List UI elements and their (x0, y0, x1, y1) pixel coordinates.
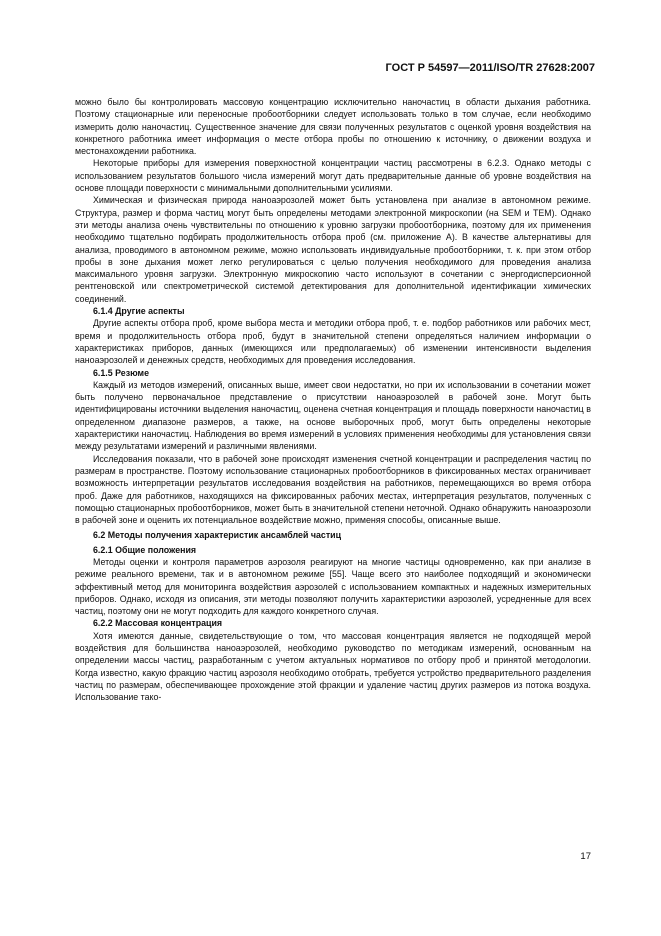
page-number: 17 (580, 851, 591, 862)
document-header: ГОСТ Р 54597—2011/ISO/TR 27628:2007 (385, 62, 595, 74)
paragraph-summary-2: Исследования показали, что в рабочей зоне происходят изменения счетной концентрации и распределения частиц по размерам в пространстве. Поэтому использование стационарных пробоотборников в фиксированных местах ограничивает возможность интерпретации результатов исследования воздействия на работников, перемещающихся во время отбора проб. Даже для работников, находящихся на фиксированных рабочих местах, интерпретация результатов, полученных с помощью стационарных пробоотборников, может быть в значительной степени неточной. Однако обнаружить наноаэрозоли в рабочей зоне и оценить их потенциальное воздействие можно, применяя способы, описанные выше. (75, 453, 591, 526)
paragraph-summary-1: Каждый из методов измерений, описанных выше, имеет свои недостатки, но при их использовании в сочетании может быть получено первоначальное представление о присутствии наноаэрозолей в рабочей зоне. Могут быть идентифицированы источники выделения наночастиц, оценена счетная концентрация и площадь поверхности наночастиц в определенном диапазоне размеров, а также, на основе выборочных проб, могут быть определены некоторые характеристики наночастиц. Наблюдения во время измерений в условиях применения необходимы для установления связи между результатами измерений и различными явлениями. (75, 379, 591, 452)
section-heading-6-2-1: 6.2.1 Общие положения (93, 544, 197, 555)
paragraph-surface-concentration: Некоторые приборы для измерения поверхностной концентрации частиц рассмотрены в 6.2.3. Однако методы с использованием результатов большого числа измерений могут дать предварительные данные об уровне воздействия на основе площади поверхности с минимальными дополнительными усилиями. (75, 158, 591, 194)
section-heading-6-1-4: 6.1.4 Другие аспекты (93, 306, 185, 317)
section-heading-6-2-2: 6.2.2 Массовая концентрация (93, 618, 223, 629)
page-body (75, 96, 591, 704)
section-heading-6-1-5: 6.1.5 Резюме (93, 367, 150, 378)
paragraph-other-aspects: Другие аспекты отбора проб, кроме выбора места и методики отбора проб, т. е. подбор работников или рабочих мест, время и продолжительность отбора проб, будут в значительной степени определяться наличием информации о характеристиках приборов, данных (имеющихся или предполагаемых) об изменении интенсивности выделения наноаэрозолей и денежных средств, необходимых для проведения исследования. (75, 318, 591, 366)
section-heading-6-2: 6.2 Методы получения характеристик ансамблей частиц (93, 530, 342, 541)
paragraph-general-provisions: Методы оценки и контроля параметров аэрозоля реагируют на многие частицы одновременно, как при анализе в режиме реального времени, так и в автономном режиме [55]. Чаще всего это наиболее подходящий и экономически эффективный метод для мониторинга воздействия аэрозолей с использованием компактных и надежных измерительных приборов. Однако, исходя из описания, эти методы позволяют получить характеристики аэрозолей, усредненные для всех частиц, поэтому они не могут подходить для каждого конкретного случая. (75, 556, 591, 617)
paragraph-chemical-nature: Химическая и физическая природа наноаэрозолей может быть установлена при анализе в автономном режиме. Структура, размер и форма частиц могут быть определены методами электронной микроскопии (на SEM и TEM). Однако эти методы анализа очень чувствительны по отношению к уровню загрузки пробоотборника, поэтому для их применения необходимо тщательно подбирать продолжительность отбора проб (см. приложение А). В качестве альтернативы для анализа, проводимого в автономном режиме, можно использовать индивидуальные пробоотборники, т. к. при этом отбор пробы в зоне дыхания может легко регулироваться с целью получения необходимого для проведения анализа максимального уровня загрузки. Электронную микроскопию часто используют в сочетании с энергодисперсионной рентгеновской или спектрометрической системой детектирования для дополнительной идентификации химических соединений. (75, 195, 591, 304)
paragraph-continued: можно было бы контролировать массовую концентрацию исключительно наночастиц в области дыхания работника. Поэтому стационарные или переносные пробоотборники следует использовать только в том случае, если необходимо измерить долю наночастиц. Существенное значение для связи полученных результатов с оценкой уровня воздействия на конкретного работника имеет информация о месте отбора пробы по отношению к источнику, о движении воздуха и местонахождении работника. (75, 97, 591, 157)
paragraph-mass-concentration: Хотя имеются данные, свидетельствующие о том, что массовая концентрация является не подходящей мерой воздействия для большинства наноаэрозолей, необходимо руководство по методикам измерений, основанным на определении массы частиц, разработанным с учетом актуальных нормативов по отбору проб и принятой методологии. Когда известно, какую фракцию частиц аэрозоля необходимо отобрать, требуется устройство предварительного разделения частиц по размерам, обеспечивающее прохождение этой фракции и удаление частиц других размеров из потока воздуха. Использование тако- (75, 630, 591, 703)
